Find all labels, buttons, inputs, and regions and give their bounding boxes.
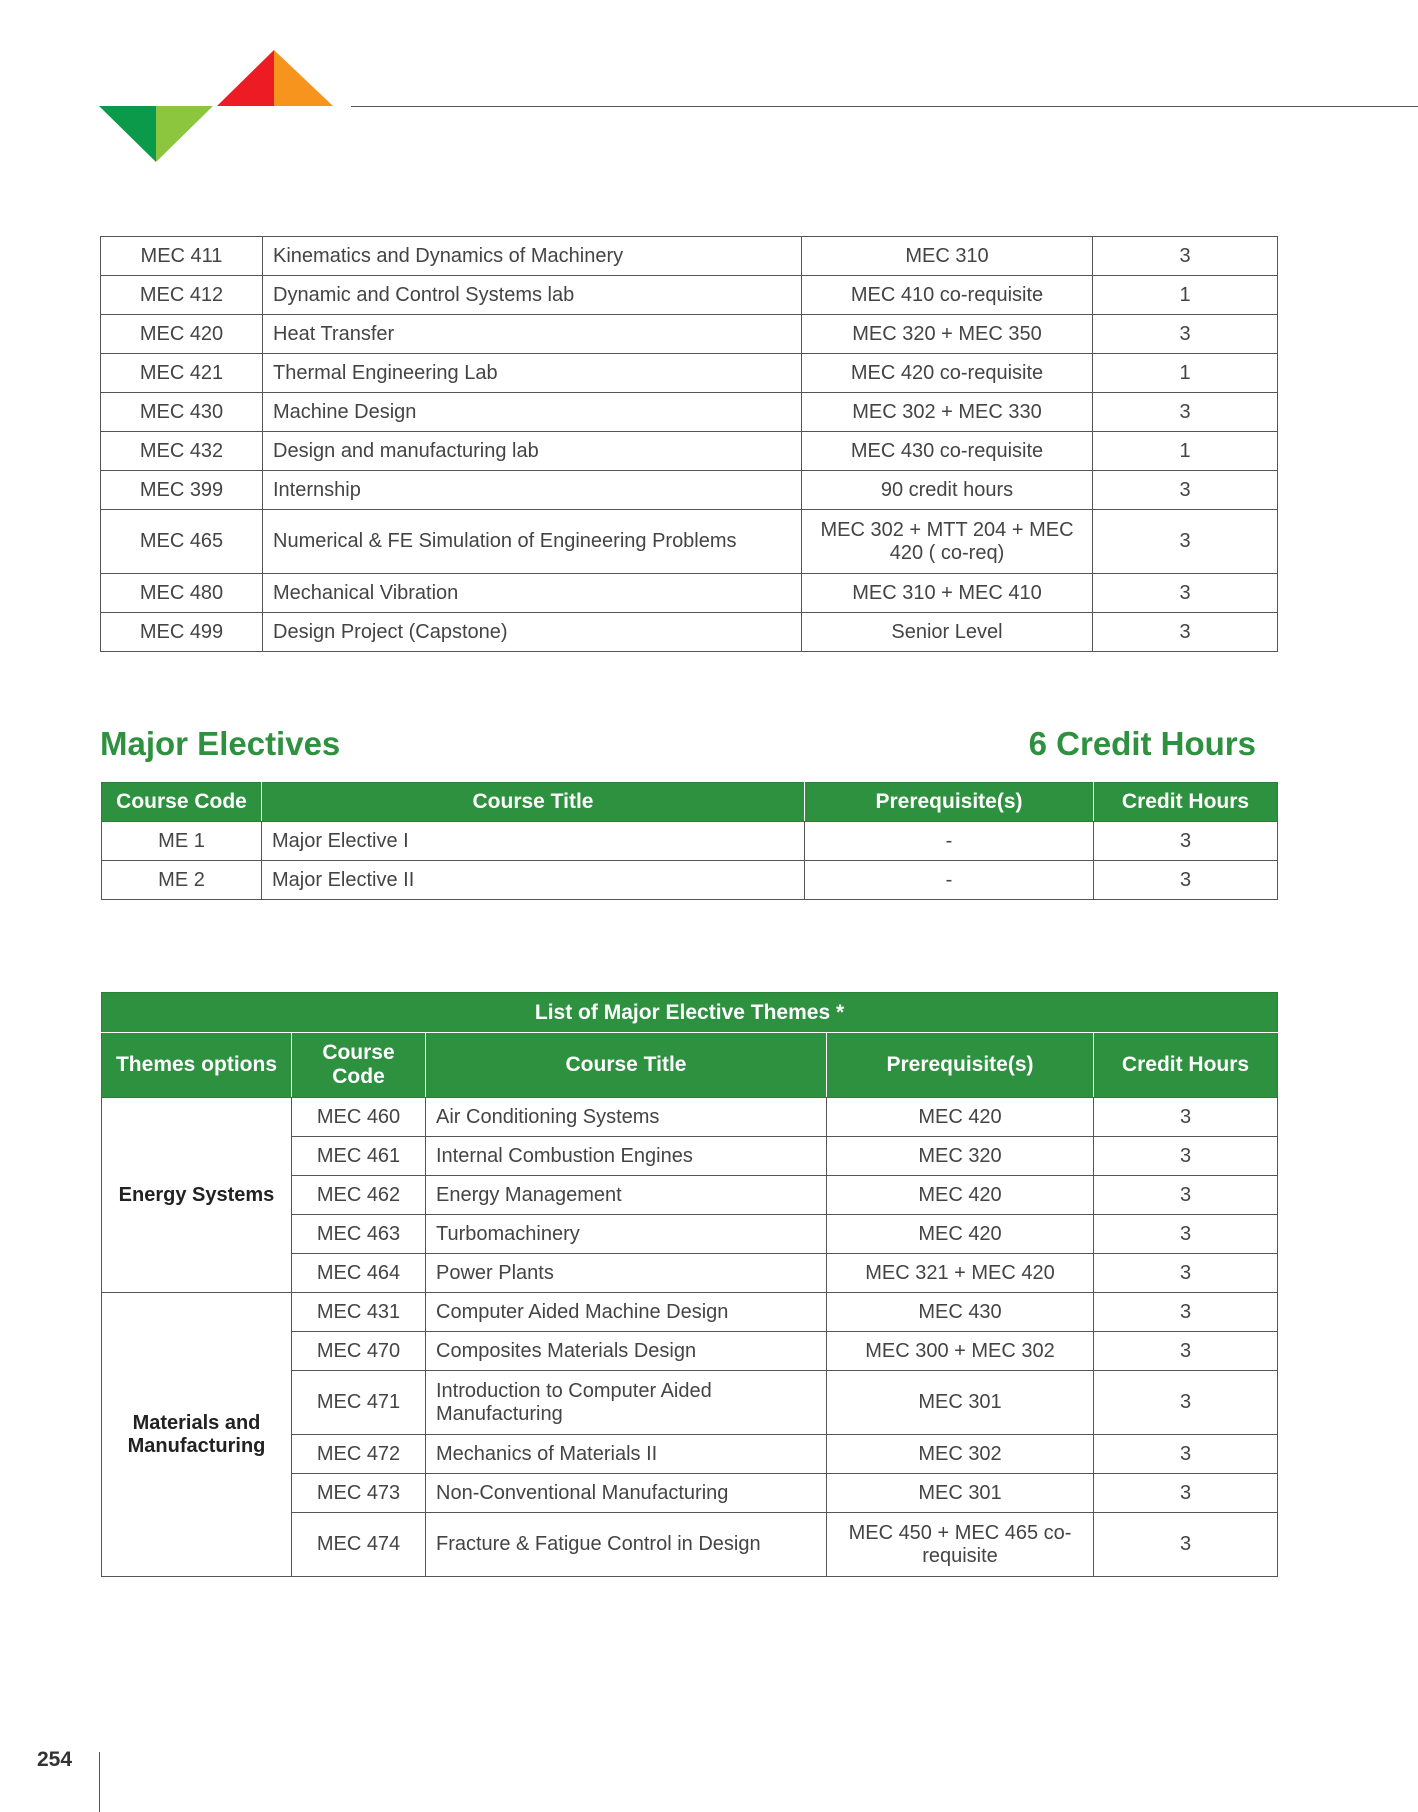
prerequisite: MEC 420 co-requisite xyxy=(802,354,1093,393)
prerequisite: MEC 320 xyxy=(827,1137,1094,1176)
table-header-row xyxy=(102,1033,1278,1098)
credit-hours: 3 xyxy=(1094,1435,1278,1474)
credit-hours: 3 xyxy=(1094,1137,1278,1176)
course-code: MEC 399 xyxy=(101,471,263,510)
credit-hours: 3 xyxy=(1093,315,1278,354)
table-row xyxy=(102,861,1278,900)
course-code: MEC 460 xyxy=(292,1098,426,1137)
credit-hours: 1 xyxy=(1093,276,1278,315)
course-title: Mechanics of Materials II xyxy=(426,1435,827,1474)
table-row xyxy=(101,613,1278,652)
prerequisite: 90 credit hours xyxy=(802,471,1093,510)
column-header-prerequisites: Prerequisite(s) xyxy=(827,1033,1094,1098)
course-code: MEC 430 xyxy=(101,393,263,432)
column-header-credit-hours: Credit Hours xyxy=(1094,783,1278,822)
table-row xyxy=(101,315,1278,354)
table-row xyxy=(101,276,1278,315)
credit-hours: 1 xyxy=(1093,432,1278,471)
prerequisite: MEC 450 + MEC 465 co-requisite xyxy=(827,1513,1094,1577)
prerequisite: MEC 302 + MEC 330 xyxy=(802,393,1093,432)
credit-hours: 1 xyxy=(1093,354,1278,393)
credit-hours: 3 xyxy=(1093,510,1278,574)
course-title: Internal Combustion Engines xyxy=(426,1137,827,1176)
course-title: Design and manufacturing lab xyxy=(263,432,802,471)
footer-rule xyxy=(99,1752,100,1812)
logo-red-triangle xyxy=(217,50,274,106)
course-code: MEC 473 xyxy=(292,1474,426,1513)
course-code: MEC 461 xyxy=(292,1137,426,1176)
prerequisite: - xyxy=(805,822,1094,861)
credit-hours: 3 xyxy=(1093,574,1278,613)
credit-hours: 3 xyxy=(1094,1098,1278,1137)
prerequisite: MEC 321 + MEC 420 xyxy=(827,1254,1094,1293)
prerequisite: MEC 302 xyxy=(827,1435,1094,1474)
course-code: MEC 471 xyxy=(292,1371,426,1435)
prerequisite: MEC 430 xyxy=(827,1293,1094,1332)
course-title: Computer Aided Machine Design xyxy=(426,1293,827,1332)
theme-energy-systems: Energy Systems xyxy=(102,1098,292,1293)
course-code: MEC 480 xyxy=(101,574,263,613)
prerequisite: MEC 420 xyxy=(827,1215,1094,1254)
table-row xyxy=(101,432,1278,471)
column-header-course-title: Course Title xyxy=(262,783,805,822)
course-title: Air Conditioning Systems xyxy=(426,1098,827,1137)
course-title: Non-Conventional Manufacturing xyxy=(426,1474,827,1513)
prerequisite: MEC 310 xyxy=(802,237,1093,276)
course-code: MEC 472 xyxy=(292,1435,426,1474)
course-code: MEC 412 xyxy=(101,276,263,315)
prerequisite: MEC 320 + MEC 350 xyxy=(802,315,1093,354)
table-header-row xyxy=(102,783,1278,822)
course-title: Thermal Engineering Lab xyxy=(263,354,802,393)
credit-hours: 3 xyxy=(1094,1474,1278,1513)
credit-hours: 3 xyxy=(1093,613,1278,652)
table-row xyxy=(101,354,1278,393)
course-code: MEC 421 xyxy=(101,354,263,393)
course-title: Mechanical Vibration xyxy=(263,574,802,613)
course-code: MEC 465 xyxy=(101,510,263,574)
course-title: Energy Management xyxy=(426,1176,827,1215)
course-title: Turbomachinery xyxy=(426,1215,827,1254)
table-row xyxy=(101,574,1278,613)
major-electives-title: Major Electives xyxy=(100,725,341,762)
prerequisite: MEC 310 + MEC 410 xyxy=(802,574,1093,613)
course-title: Major Elective II xyxy=(262,861,805,900)
prerequisite: - xyxy=(805,861,1094,900)
column-header-course-title: Course Title xyxy=(426,1033,827,1098)
course-title: Major Elective I xyxy=(262,822,805,861)
table-row xyxy=(101,393,1278,432)
course-title: Power Plants xyxy=(426,1254,827,1293)
credit-hours: 3 xyxy=(1093,393,1278,432)
logo-light-green-triangle xyxy=(156,106,213,162)
theme-materials-and-manufacturing: Materials and Manufacturing xyxy=(102,1293,292,1577)
course-title: Dynamic and Control Systems lab xyxy=(263,276,802,315)
course-code: MEC 432 xyxy=(101,432,263,471)
header-rule xyxy=(351,106,1418,107)
logo-orange-triangle xyxy=(274,50,333,106)
elective-themes-table xyxy=(101,992,1278,1577)
credit-hours: 3 xyxy=(1093,237,1278,276)
major-electives-table xyxy=(101,782,1278,900)
course-title: Composites Materials Design xyxy=(426,1332,827,1371)
course-code: MEC 474 xyxy=(292,1513,426,1577)
table-caption-row xyxy=(102,993,1278,1033)
credit-hours: 3 xyxy=(1094,861,1278,900)
table-row xyxy=(101,237,1278,276)
course-code: MEC 464 xyxy=(292,1254,426,1293)
course-title: Fracture & Fatigue Control in Design xyxy=(426,1513,827,1577)
themes-table-caption: List of Major Elective Themes * xyxy=(102,993,1278,1033)
column-header-themes-options: Themes options xyxy=(102,1033,292,1098)
credit-hours: 3 xyxy=(1094,1215,1278,1254)
table-row xyxy=(102,1098,1278,1137)
core-courses-table xyxy=(100,236,1278,652)
course-title: Numerical & FE Simulation of Engineering Problems xyxy=(263,510,802,574)
prerequisite: MEC 420 xyxy=(827,1098,1094,1137)
credit-hours: 3 xyxy=(1094,1371,1278,1435)
column-header-course-code: Course Code xyxy=(292,1033,426,1098)
course-code: MEC 462 xyxy=(292,1176,426,1215)
prerequisite: MEC 301 xyxy=(827,1371,1094,1435)
logo-dark-green-triangle xyxy=(99,106,156,162)
course-code: MEC 463 xyxy=(292,1215,426,1254)
credit-hours: 3 xyxy=(1094,1254,1278,1293)
course-code: ME 2 xyxy=(102,861,262,900)
course-code: MEC 499 xyxy=(101,613,263,652)
prerequisite: MEC 301 xyxy=(827,1474,1094,1513)
course-code: MEC 431 xyxy=(292,1293,426,1332)
course-title: Heat Transfer xyxy=(263,315,802,354)
course-title: Internship xyxy=(263,471,802,510)
prerequisite: Senior Level xyxy=(802,613,1093,652)
prerequisite: MEC 302 + MTT 204 + MEC 420 ( co-req) xyxy=(802,510,1093,574)
prerequisite: MEC 300 + MEC 302 xyxy=(827,1332,1094,1371)
course-code: MEC 420 xyxy=(101,315,263,354)
course-code: MEC 470 xyxy=(292,1332,426,1371)
prerequisite: MEC 410 co-requisite xyxy=(802,276,1093,315)
credit-hours: 3 xyxy=(1094,822,1278,861)
course-code: ME 1 xyxy=(102,822,262,861)
course-title: Kinematics and Dynamics of Machinery xyxy=(263,237,802,276)
table-row xyxy=(101,471,1278,510)
credit-hours: 3 xyxy=(1094,1513,1278,1577)
prerequisite: MEC 430 co-requisite xyxy=(802,432,1093,471)
credit-hours: 3 xyxy=(1093,471,1278,510)
column-header-prerequisites: Prerequisite(s) xyxy=(805,783,1094,822)
table-row xyxy=(102,1293,1278,1332)
credit-hours: 3 xyxy=(1094,1293,1278,1332)
brand-logo xyxy=(99,50,335,162)
course-title: Design Project (Capstone) xyxy=(263,613,802,652)
column-header-credit-hours: Credit Hours xyxy=(1094,1033,1278,1098)
course-title: Introduction to Computer Aided Manufacturing xyxy=(426,1371,827,1435)
course-title: Machine Design xyxy=(263,393,802,432)
course-code: MEC 411 xyxy=(101,237,263,276)
credit-hours: 3 xyxy=(1094,1332,1278,1371)
major-electives-credit-hours: 6 Credit Hours xyxy=(1028,725,1256,762)
table-row xyxy=(102,822,1278,861)
prerequisite: MEC 420 xyxy=(827,1176,1094,1215)
column-header-course-code: Course Code xyxy=(102,783,262,822)
credit-hours: 3 xyxy=(1094,1176,1278,1215)
page-number: 254 xyxy=(37,1748,73,1771)
table-row xyxy=(101,510,1278,574)
